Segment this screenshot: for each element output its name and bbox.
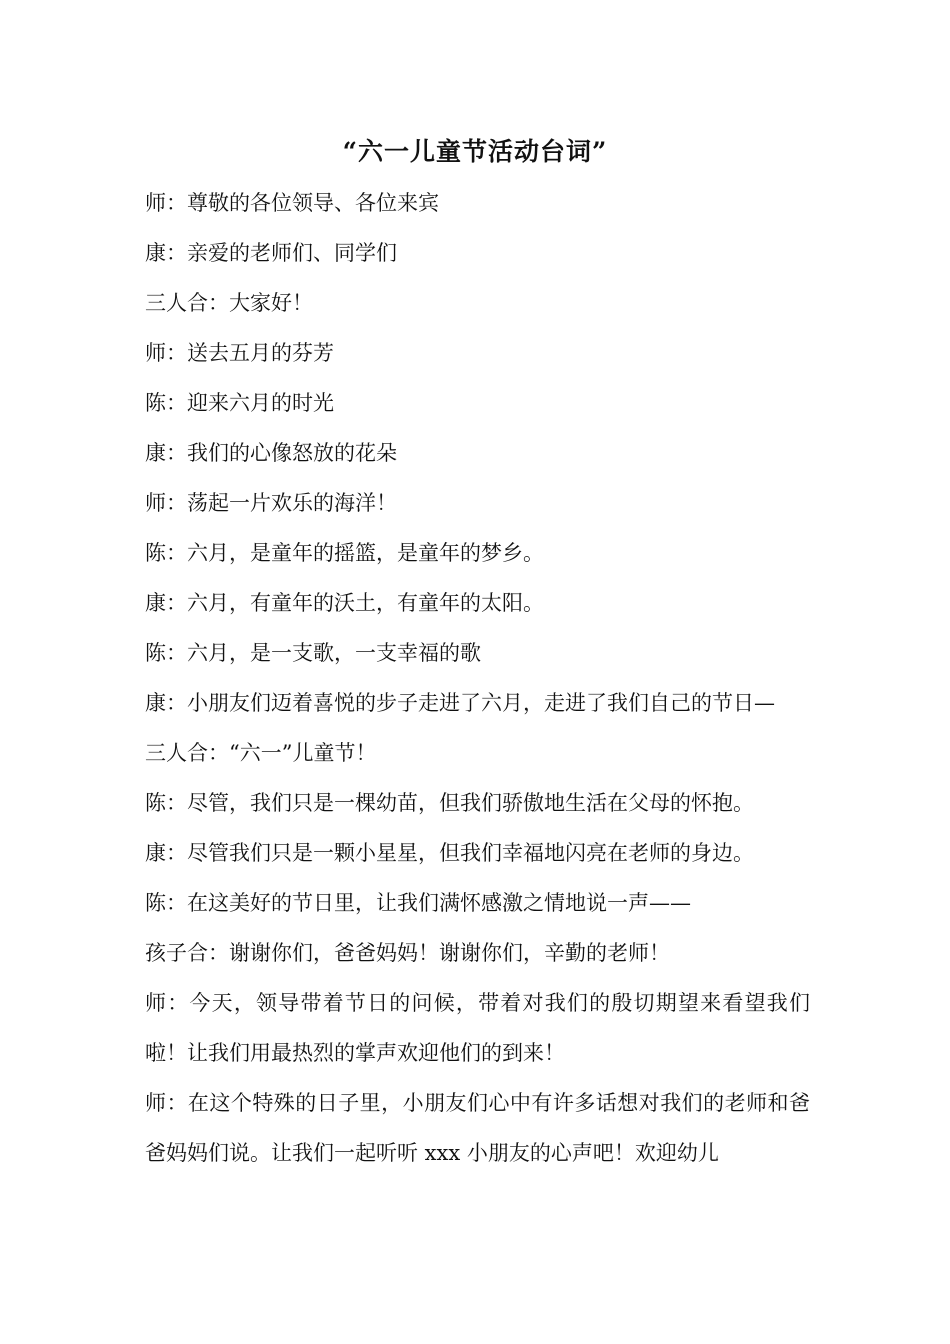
document-title: “六一儿童节活动台词”	[342, 137, 608, 166]
script-line: 三人合：“六一”儿童节！	[145, 741, 377, 765]
script-line: 康：亲爱的老师们、同学们	[145, 241, 397, 265]
script-line: 康：六月，有童年的沃土，有童年的太阳。	[145, 591, 544, 615]
script-line: 陈：迎来六月的时光	[145, 391, 334, 415]
script-line: 孩子合：谢谢你们，爸爸妈妈！谢谢你们，辛勤的老师！	[145, 941, 670, 965]
script-line: 康：我们的心像怒放的花朵	[145, 441, 397, 465]
script-line: 康：小朋友们迈着喜悦的步子走进了六月，走进了我们自己的节日—	[145, 691, 775, 715]
script-line: 师：送去五月的芬芳	[145, 341, 334, 365]
script-line: 陈：六月，是童年的摇篮，是童年的梦乡。	[145, 541, 544, 565]
script-line: 三人合：大家好！	[145, 291, 313, 315]
script-line: 师：尊敬的各位领导、各位来宾	[145, 191, 439, 215]
script-line: 师：荡起一片欢乐的海洋！	[145, 491, 397, 515]
script-line: 康：尽管我们只是一颗小星星，但我们幸福地闪亮在老师的身边。	[145, 841, 754, 865]
script-line: 陈：尽管，我们只是一棵幼苗，但我们骄傲地生活在父母的怀抱。	[145, 791, 754, 815]
script-body	[145, 178, 810, 1178]
script-line: 陈：六月，是一支歌，一支幸福的歌	[145, 641, 481, 665]
script-line: 师：在这个特殊的日子里，小朋友们心中有许多话想对我们的老师和爸爸妈妈们说。让我们一起听听 xxx 小朋友的心声吧！欢迎幼儿	[145, 1091, 810, 1165]
script-line: 师：今天，领导带着节日的问候，带着对我们的殷切期望来看望我们啦！让我们用最热烈的掌声欢迎他们的到来！	[145, 991, 810, 1065]
script-line: 陈：在这美好的节日里，让我们满怀感激之情地说一声——	[145, 891, 691, 915]
